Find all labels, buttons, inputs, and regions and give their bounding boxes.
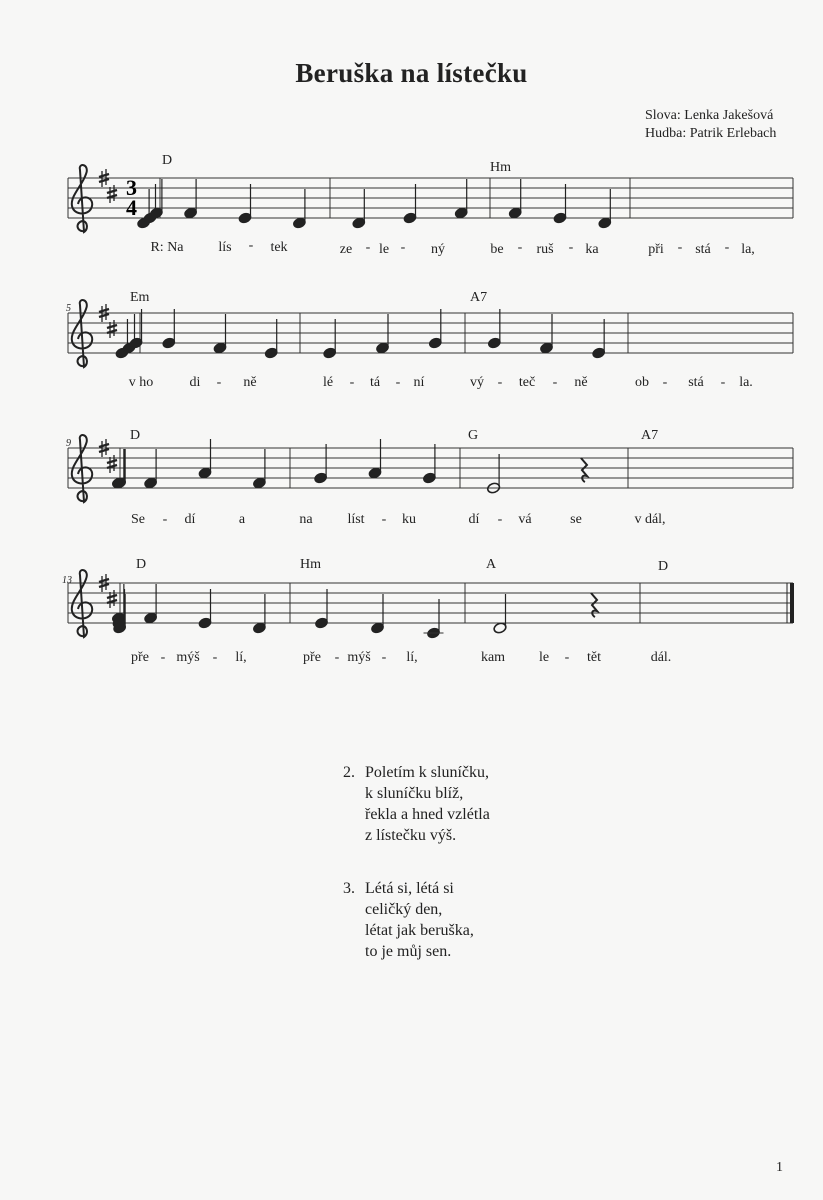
lyric-syllable: -: [395, 375, 401, 390]
lyric-syllable: stá: [688, 375, 704, 390]
lyric-syllable: -: [216, 375, 222, 390]
treble-clef-icon: [72, 435, 92, 502]
lyric-syllable: -: [212, 650, 218, 665]
chord-symbol: G: [468, 428, 479, 443]
lyric-syllable: -: [662, 375, 668, 390]
lyric-syllable: ze: [339, 242, 353, 257]
chord-symbol: Hm: [490, 160, 511, 175]
lyric-syllable: pře: [303, 650, 321, 665]
lyric-syllable: vý: [470, 375, 484, 390]
staff-system-1: [0, 150, 823, 290]
chord-symbol: A: [486, 557, 497, 572]
staff-1: [0, 150, 823, 290]
time-signature-top: 3: [126, 175, 137, 200]
lyric-syllable: lí,: [406, 650, 418, 665]
lyric-syllable: tek: [270, 240, 288, 255]
verse-2: [343, 762, 490, 846]
lyric-syllable: vá: [518, 512, 532, 527]
lyric-syllable: ný: [431, 242, 445, 257]
lyric-syllable: -: [497, 375, 503, 390]
lyric-syllable: líst: [347, 512, 365, 527]
measure-number: 13: [62, 575, 72, 586]
time-signature-bottom: 4: [126, 195, 137, 220]
lyric-syllable: -: [162, 512, 168, 527]
verse-line: celičký den,: [365, 901, 443, 918]
verse-line: k sluníčku blíž,: [365, 785, 464, 802]
staff-system-3: [0, 420, 823, 560]
lyric-syllable: lé: [322, 375, 334, 390]
verse-line: z lístečku výš.: [365, 827, 457, 844]
verse-number: 2.: [343, 764, 355, 781]
lyric-syllable: di: [189, 375, 201, 390]
lyric-syllable: lí,: [235, 650, 247, 665]
composer-credit: Hudba: Patrik Erlebach: [645, 126, 777, 141]
lyric-syllable: -: [552, 375, 558, 390]
lyric-syllable: Se: [131, 512, 145, 527]
verse-line: Poletím k sluníčku,: [365, 764, 489, 781]
staff-system-2: [0, 285, 823, 425]
lyric-syllable: v ho: [128, 375, 154, 390]
lyric-syllable: le: [378, 242, 390, 257]
chord-symbol: Hm: [300, 557, 321, 572]
lyric-syllable: stá: [695, 242, 711, 257]
lyric-syllable: -: [400, 240, 406, 255]
lyric-syllable: se: [570, 512, 582, 527]
lyric-syllable: teč: [518, 375, 536, 390]
lyric-syllable: R: Na: [150, 240, 184, 255]
measure-number: 9: [66, 438, 71, 449]
chord-symbol: A7: [641, 428, 659, 443]
lyric-syllable: -: [677, 240, 683, 255]
lyric-syllable: ruš: [536, 242, 554, 257]
lyric-syllable: na: [299, 512, 313, 527]
lyric-syllable: -: [248, 238, 254, 253]
lyric-syllable: a: [238, 512, 246, 527]
lyric-syllable: -: [381, 650, 387, 665]
staff-3: [0, 420, 823, 560]
lyric-syllable: v dál,: [634, 512, 666, 527]
lyric-syllable: ob: [635, 375, 649, 390]
staff-2: [0, 285, 823, 425]
verse-line: létat jak beruška,: [365, 922, 474, 939]
verse-line: to je můj sen.: [365, 943, 452, 960]
lyricist-credit: Slova: Lenka Jakešová: [645, 108, 774, 123]
lyric-syllable: -: [160, 650, 166, 665]
staff-system-4: [0, 555, 823, 695]
lyric-syllable: la,: [741, 242, 755, 257]
page-title: Beruška na lístečku: [295, 58, 528, 88]
verse-3: [343, 878, 474, 962]
lyric-syllable: le: [538, 650, 550, 665]
lyric-syllable: ně: [243, 375, 257, 390]
lyric-syllable: -: [365, 240, 371, 255]
treble-clef-icon: [72, 300, 92, 367]
measure-number: 5: [66, 303, 71, 314]
lyric-syllable: mýš: [347, 650, 371, 665]
lyric-syllable: be: [490, 242, 504, 257]
lyric-syllable: dí: [184, 512, 196, 527]
chord-symbol: Em: [130, 290, 150, 305]
verse-line: řekla a hned vzlétla: [365, 806, 490, 823]
lyric-syllable: -: [349, 375, 355, 390]
staff-4: [0, 555, 823, 695]
lyric-syllable: při: [648, 242, 664, 257]
lyric-syllable: ní: [413, 375, 425, 390]
lyric-syllable: -: [564, 650, 570, 665]
lyric-syllable: pře: [131, 650, 149, 665]
chord-symbol: D: [658, 559, 669, 574]
verse-line: Létá si, létá si: [365, 880, 454, 897]
chord-symbol: D: [162, 153, 173, 168]
lyric-syllable: -: [497, 512, 503, 527]
chord-symbol: D: [130, 428, 141, 443]
lyric-syllable: dí: [468, 512, 480, 527]
lyric-syllable: ně: [574, 375, 588, 390]
chord-symbol: D: [136, 557, 147, 572]
lyric-syllable: -: [334, 650, 340, 665]
lyric-syllable: -: [724, 240, 730, 255]
lyric-syllable: mýš: [176, 650, 200, 665]
treble-clef-icon: [72, 570, 92, 637]
final-barline: [790, 583, 794, 623]
verse-number: 3.: [343, 880, 355, 897]
lyric-syllable: -: [517, 240, 523, 255]
lyric-syllable: kam: [480, 650, 506, 665]
page-number: 1: [776, 1160, 783, 1175]
lyric-syllable: lís: [218, 240, 232, 255]
lyric-syllable: dál.: [650, 650, 672, 665]
lyric-syllable: ka: [585, 242, 599, 257]
lyric-syllable: -: [568, 240, 574, 255]
lyric-syllable: la.: [739, 375, 753, 390]
chord-symbol: A7: [470, 290, 488, 305]
lyric-syllable: -: [381, 512, 387, 527]
lyric-syllable: -: [720, 375, 726, 390]
lyric-syllable: tět: [587, 650, 601, 665]
lyric-syllable: tá: [369, 375, 381, 390]
lyric-syllable: ku: [402, 512, 416, 527]
treble-clef-icon: [72, 165, 92, 232]
